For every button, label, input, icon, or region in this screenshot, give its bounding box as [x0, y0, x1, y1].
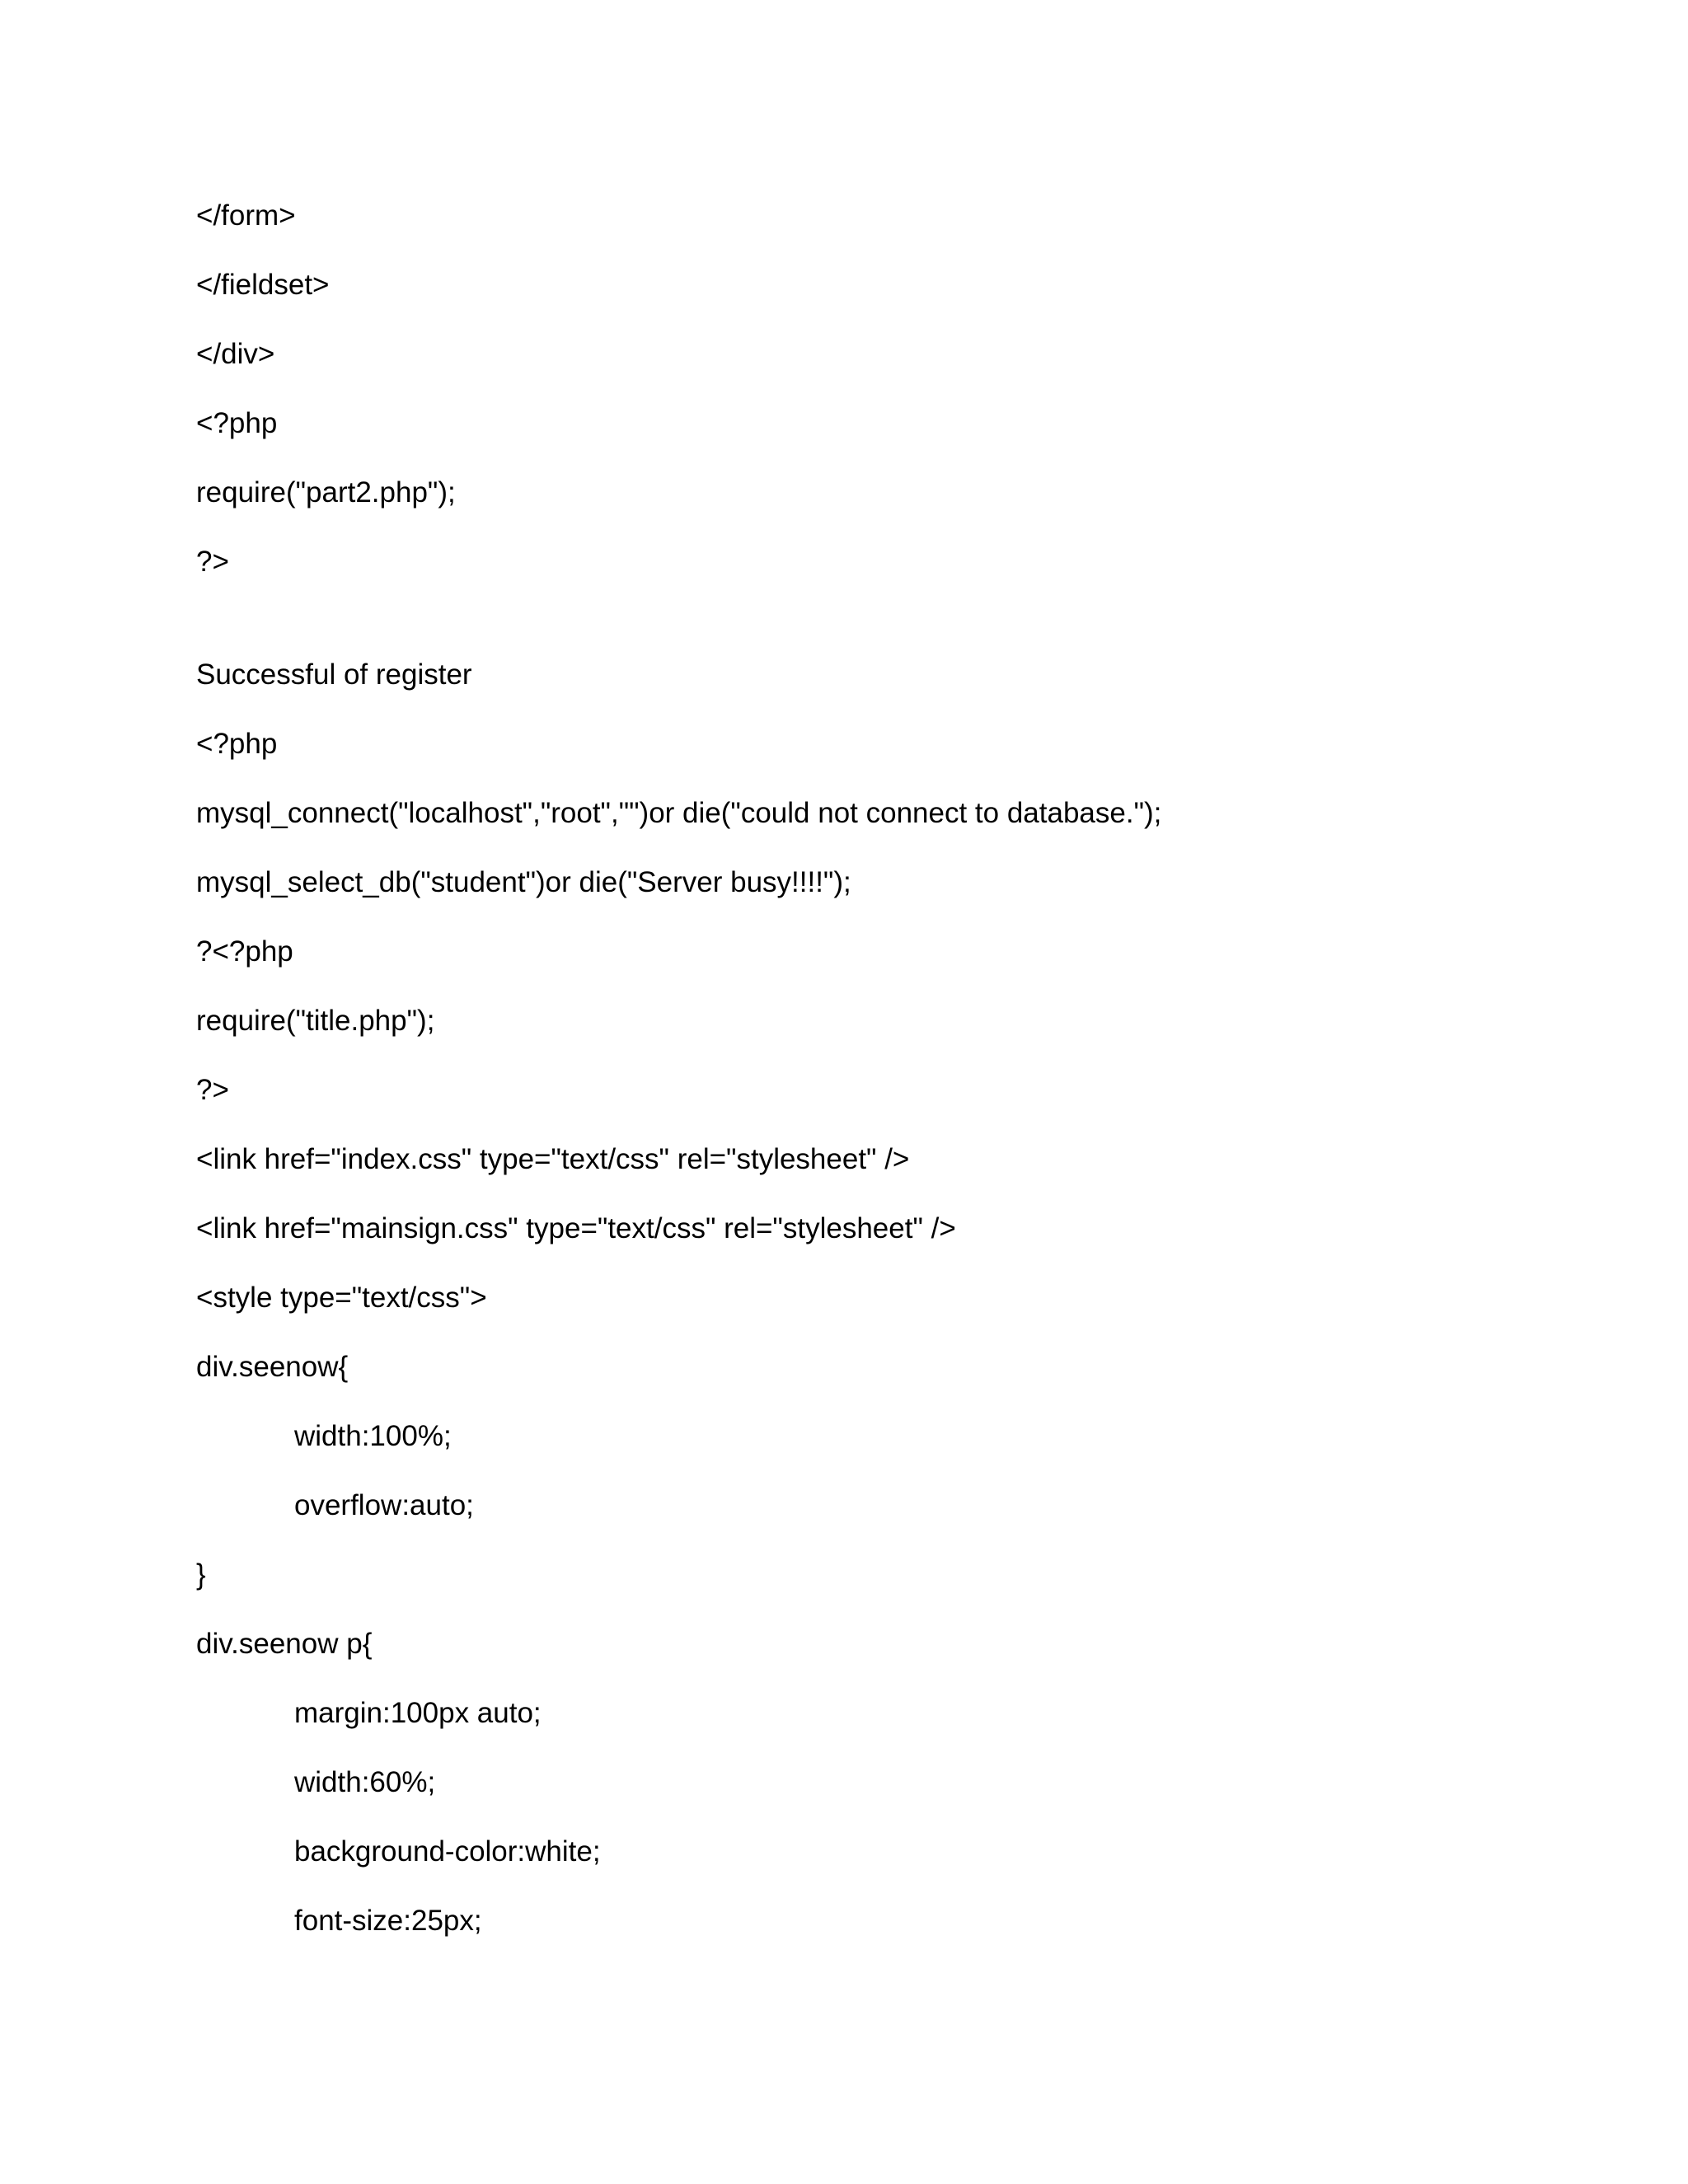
code-line: <?php: [196, 728, 278, 760]
code-line: }: [196, 1558, 206, 1591]
code-line: width:60%;: [294, 1766, 436, 1798]
code-line: <link href="mainsign.css" type="text/css" rel="stylesheet" />: [196, 1212, 956, 1244]
code-line: <?php: [196, 407, 278, 439]
code-line: </fieldset>: [196, 269, 330, 301]
code-line: ?>: [196, 546, 229, 578]
code-line: mysql_connect("localhost","root","")or die("could not connect to database.");: [196, 797, 1162, 829]
code-line: require("title.php");: [196, 1005, 435, 1037]
code-line: mysql_select_db("student")or die("Server busy!!!!");: [196, 866, 851, 898]
code-line: width:100%;: [294, 1420, 452, 1452]
code-line: font-size:25px;: [294, 1905, 482, 1937]
code-line: div.seenow p{: [196, 1628, 373, 1660]
code-line: require("part2.php");: [196, 476, 456, 509]
code-line: overflow:auto;: [294, 1489, 474, 1521]
code-line: div.seenow{: [196, 1351, 349, 1383]
code-line: </form>: [196, 199, 296, 232]
code-line: ?<?php: [196, 935, 293, 968]
code-line: Successful of register: [196, 658, 472, 691]
code-line: <link href="index.css" type="text/css" rel="stylesheet" />: [196, 1143, 910, 1175]
code-line: ?>: [196, 1074, 229, 1106]
code-line: <style type="text/css">: [196, 1282, 487, 1314]
code-line: background-color:white;: [294, 1835, 601, 1868]
code-line: margin:100px auto;: [294, 1697, 542, 1729]
code-line: </div>: [196, 338, 275, 370]
